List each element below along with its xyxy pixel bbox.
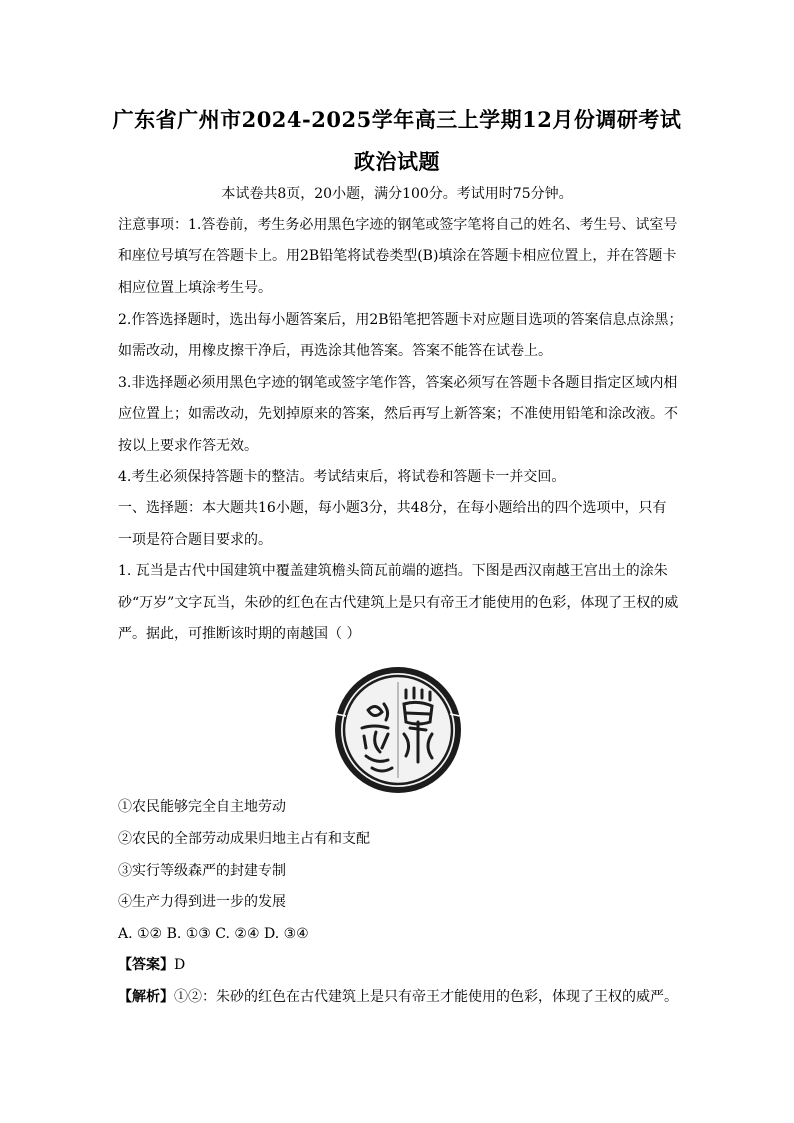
exam-title: 广东省广州市2024-2025学年高三上学期12月份调研考试 bbox=[112, 107, 682, 132]
analysis-text: ①②：朱砂的红色在古代建筑上是只有帝王才能使用的色彩，体现了王权的威严。 bbox=[174, 989, 678, 1005]
note-line: 注意事项：1.答卷前，考生务必用黑色字迹的钢笔或签字笔将自己的姓名、考生号、试室号 bbox=[118, 217, 678, 233]
answer-label: 【答案】 bbox=[118, 957, 174, 973]
note-line: 相应位置上填涂考生号。 bbox=[118, 280, 272, 296]
option-3: ③实行等级森严的封建专制 bbox=[118, 863, 286, 879]
answer-choices: A. ①② B. ①③ C. ②④ D. ③④ bbox=[118, 926, 309, 942]
option-4: ④生产力得到进一步的发展 bbox=[118, 894, 286, 910]
analysis-label: 【解析】 bbox=[118, 989, 174, 1005]
exam-intro: 本试卷共8页，20小题，满分100分。考试用时75分钟。 bbox=[221, 186, 573, 202]
note-line: 2.作答选择题时，选出每小题答案后，用2B铅笔把答题卡对应题目选项的答案信息点涂黑； bbox=[118, 312, 683, 328]
note-line: 和座位号填写在答题卡上。用2B铅笔将试卷类型(B)填涂在答题卡相应位置上，并在答题卡 bbox=[118, 248, 677, 264]
exam-subtitle: 政治试题 bbox=[354, 149, 440, 174]
note-line: 3.非选择题必须用黑色字迹的钢笔或签字笔作答，答案必须写在答题卡各题目指定区域内相 bbox=[118, 375, 678, 391]
question-stem: 严。据此，可推断该时期的南越国（ ） bbox=[118, 626, 361, 642]
note-line: 按以上要求作答无效。 bbox=[118, 438, 258, 454]
note-line: 4.考生必须保持答题卡的整洁。考试结束后，将试卷和答题卡一并交回。 bbox=[118, 469, 566, 485]
section-heading: 一、选择题：本大题共16小题，每小题3分，共48分，在每小题给出的四个选项中，只有 bbox=[118, 500, 667, 516]
question-stem: 砂“万岁”文字瓦当，朱砂的红色在古代建筑上是只有帝王才能使用的色彩，体现了王权的威 bbox=[118, 595, 679, 611]
question-stem: 1. 瓦当是古代中国建筑中覆盖建筑檐头筒瓦前端的遮挡。下图是西汉南越王宫出土的涂朱 bbox=[118, 563, 668, 579]
note-line: 如需改动，用橡皮擦干净后，再选涂其他答案。答案不能答在试卷上。 bbox=[118, 343, 552, 359]
analysis-line bbox=[118, 987, 678, 1007]
note-line: 应位置上；如需改动，先划掉原来的答案，然后再写上新答案；不准使用铅笔和涂改液。不 bbox=[118, 406, 678, 422]
option-1: ①农民能够完全自主地劳动 bbox=[118, 799, 286, 815]
section-heading: 一项是符合题目要求的。 bbox=[118, 532, 272, 548]
answer-value: D bbox=[174, 957, 186, 973]
option-2: ②农民的全部劳动成果归地主占有和支配 bbox=[118, 831, 370, 847]
roof-tile-seal-icon bbox=[332, 664, 464, 796]
answer-line bbox=[118, 955, 678, 975]
